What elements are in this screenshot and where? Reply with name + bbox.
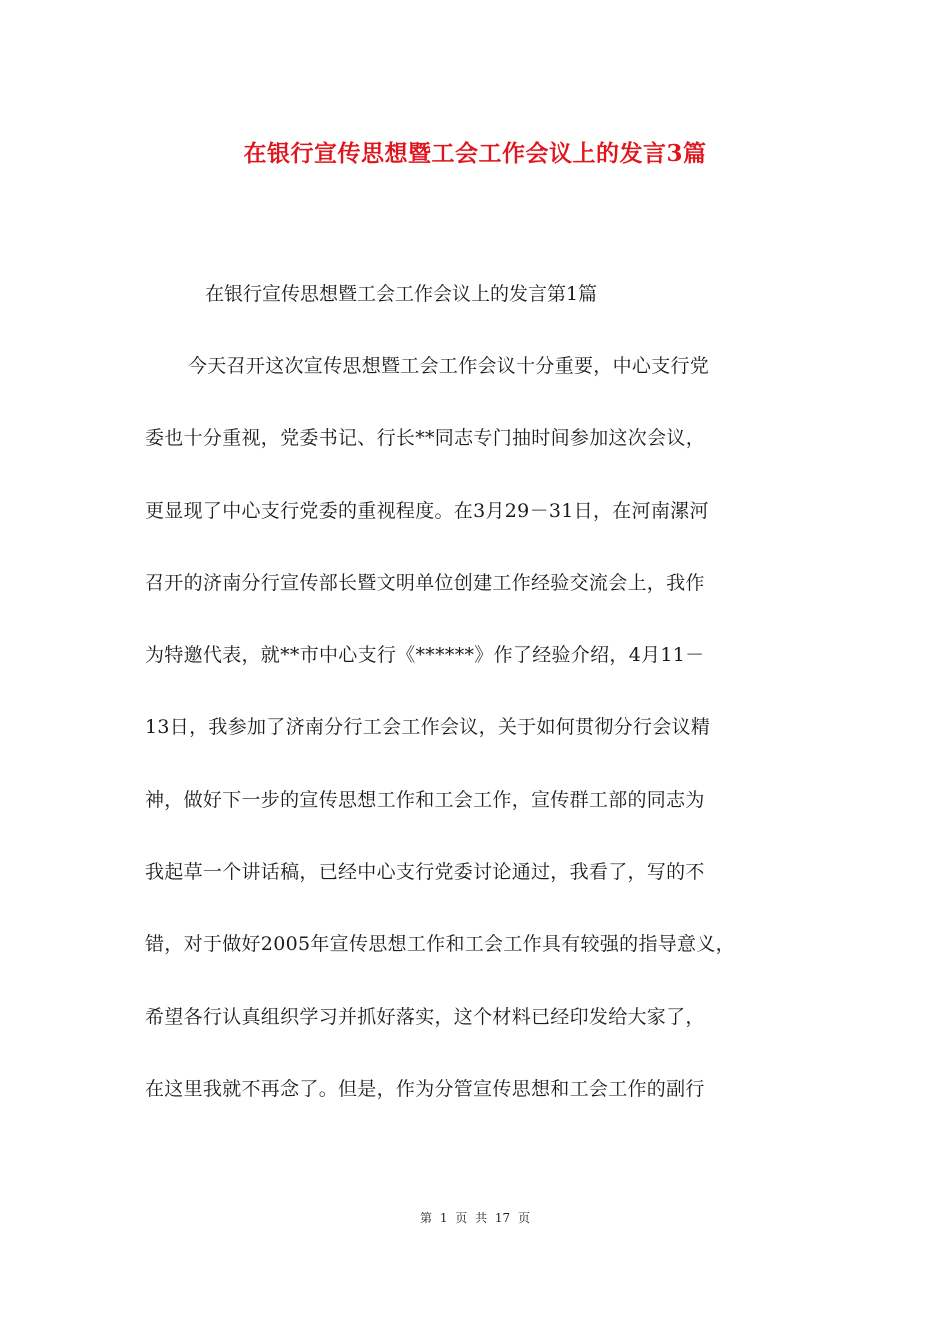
body-line: 今天召开这次宣传思想暨工会工作会议十分重要，中心支行党 <box>188 355 710 377</box>
body-line: 召开的济南分行宣传部长暨文明单位创建工作经验交流会上，我作 <box>145 571 705 594</box>
page-number-footer: 第 1 页 共 17 页 <box>420 1211 530 1225</box>
body-line: 为特邀代表，就**市中心支行《******》作了经验介绍，4月11－ <box>145 644 705 667</box>
body-line: 我起草一个讲话稿，已经中心支行党委讨论通过，我看了，写的不 <box>145 861 705 884</box>
body-line: 希望各行认真组织学习并抓好落实，这个材料已经印发给大家了， <box>145 1005 705 1028</box>
document-title: 在银行宣传思想暨工会工作会议上的发言3篇 <box>243 140 707 167</box>
section-heading: 在银行宣传思想暨工会工作会议上的发言第1篇 <box>205 283 598 305</box>
body-line: 更显现了中心支行党委的重视程度。在3月29－31日，在河南漯河 <box>145 499 709 522</box>
body-line: 神，做好下一步的宣传思想工作和工会工作，宣传群工部的同志为 <box>145 788 705 811</box>
body-line: 在这里我就不再念了。但是，作为分管宣传思想和工会工作的副行 <box>145 1077 705 1100</box>
body-line: 13日，我参加了济南分行工会工作会议，关于如何贯彻分行会议精 <box>145 716 711 739</box>
body-paragraph <box>145 350 815 1145</box>
body-line: 委也十分重视，党委书记、行长**同志专门抽时间参加这次会议， <box>145 427 706 450</box>
body-line: 错，对于做好2005年宣传思想工作和工会工作具有较强的指导意义， <box>145 933 735 956</box>
